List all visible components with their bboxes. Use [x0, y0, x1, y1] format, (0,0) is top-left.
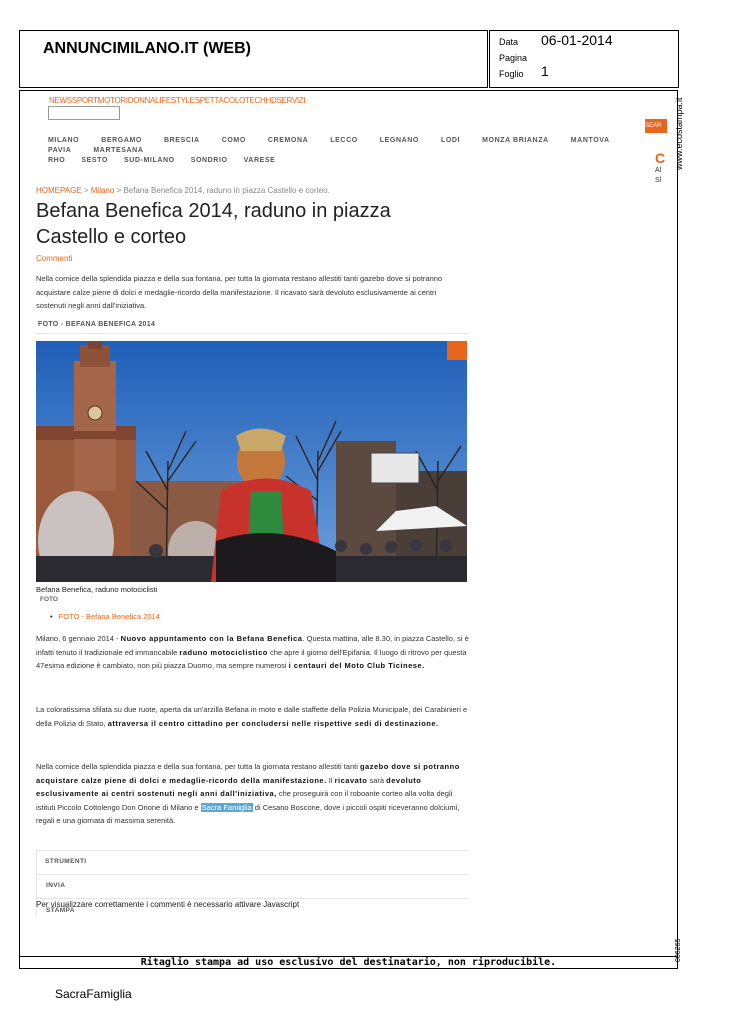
city-link[interactable]: SESTO [81, 157, 108, 164]
city-link[interactable]: LODI [440, 137, 461, 144]
client-name: SacraFamiglia [55, 987, 132, 1001]
side-code: 006265 [675, 938, 682, 962]
article-intro: Nella cornice della splendida piazza e della sua fontana, per tutta la giornata restano allestiti tanti gazebo dove si potranno acquistare calze piene di dolci e medaglie-ricordo della manifestazione. Il ricavato sarà devoluto esclusivamente ai centri sostenuti negli anni dall'iniziativa. [36, 274, 443, 310]
city-link[interactable]: LEGNANO [379, 137, 419, 144]
city-link[interactable]: BERGAMO [101, 137, 142, 144]
meta-box [489, 30, 679, 88]
frame-right-border [677, 90, 678, 958]
breadcrumb-separator: > [81, 186, 91, 195]
city-link[interactable]: RHO [48, 157, 66, 164]
city-link[interactable]: LECCO [330, 137, 358, 144]
gallery-nav-button[interactable] [447, 341, 467, 360]
clipping-notice: Ritaglio stampa ad uso esclusivo del destinatario, non riproducibile. [140, 957, 557, 968]
cut-off-sidebar [655, 150, 665, 186]
cut-off-letter: C [655, 150, 666, 166]
highlighted-term[interactable]: Sacra Famiglia [201, 802, 252, 812]
divider [36, 333, 468, 334]
photo-caption-label: FOTO [40, 596, 58, 603]
tools-label: STRUMENTI [45, 858, 87, 865]
send-button[interactable]: INVIA [46, 882, 66, 889]
cut-off-text: Al [655, 167, 662, 174]
city-link[interactable]: SUD-MILANO [123, 157, 175, 164]
foglio-label: Foglio [499, 69, 524, 79]
divider [36, 898, 468, 899]
frame-top-border [19, 90, 678, 91]
print-button[interactable]: STAMPA [46, 907, 75, 914]
data-value: 06-01-2014 [541, 32, 613, 48]
clipping-notice-bar [19, 956, 678, 969]
gallery-label: FOTO - BEFANA BENEFICA 2014 [38, 321, 156, 328]
city-nav-row2 [48, 156, 648, 166]
city-link[interactable]: VARESE [243, 157, 276, 164]
article-paragraph-2: La coloratissima sfilata su due ruote, aperta da un'arzilla Befana in moto e dalle staffette della Polizia Municipale, dei Carabinieri e della Polizia di Stato, attraversa il centro cittadino per concludersi nelle rispettive sedi di destinazione. [36, 705, 468, 728]
divider [36, 850, 468, 851]
city-link[interactable]: MONZA BRIANZA [482, 137, 549, 144]
breadcrumb-current: > Befana Benefica 2014, raduno in piazza Castello e corteo. [114, 186, 330, 195]
comments-link[interactable]: Commenti [36, 254, 73, 263]
foglio-value: 1 [541, 63, 549, 79]
top-nav[interactable]: NEWSSPORTMOTORIDONNALIFESTYLESPETTACOLOTECHHDSERVIZI [49, 96, 306, 105]
article-paragraph-1: Milano, 6 gennaio 2014 - Nuovo appuntamento con la Befana Benefica. Questa mattina, alle 8.30, in piazza Castello, si è infatti tenuto il tradizionale ed immancabile raduno motociclistico che apre il giorno dell'Epifania. Il luogo di ritrovo per questa 47esima edizione è cambiato, non più piazza Duomo, ma sempre numerosi i centauri del Moto Club Ticinese. [36, 634, 469, 670]
article-title: Befana Benefica 2014, raduno in piazza Castello e corteo [36, 200, 391, 248]
source-title: ANNUNCIMILANO.IT (WEB) [43, 40, 251, 57]
city-link[interactable]: SONDRIO [190, 157, 228, 164]
cut-off-text: Sl [655, 177, 662, 184]
source-box [19, 30, 488, 88]
article-photo[interactable] [36, 341, 467, 582]
gallery-link[interactable]: • FOTO - Befana Benefica 2014 [50, 612, 160, 621]
article-paragraph-3: Nella cornice della splendida piazza e della sua fontana, per tutta la giornata restano allestiti tanti gazebo dove si potranno acquistare calze piene di dolci e medaglie-ricordo della manifestazione. Il ricavato sarà devoluto esclusivamente ai centri sostenuti negli anni dall'iniziativa, che proseguirà con il roboante corteo alla volta degli istituti Piccolo Cottolengo Don Orione di Milano e Sacra Famiglia di Cesano Boscone, dove i piccoli ospiti riceveranno dolciumi, regali e una giornata di massima serenità. [36, 762, 460, 825]
pagina-label: Pagina [499, 53, 528, 63]
city-link[interactable]: BRESCIA [163, 137, 200, 144]
side-url: www.ecostampa.it [674, 97, 684, 170]
breadcrumb-home[interactable]: HOMEPAGE [36, 186, 82, 195]
photo-caption: Befana Benefica, raduno motociclisti [36, 585, 158, 594]
breadcrumb [36, 186, 330, 195]
city-link[interactable]: MARTESANA [93, 147, 144, 154]
city-link[interactable]: MILANO [48, 137, 80, 144]
city-nav [48, 136, 648, 166]
search-button[interactable]: SEAR [645, 119, 667, 133]
city-link[interactable]: CREMONA [267, 137, 309, 144]
divider [36, 874, 468, 875]
city-nav-row1 [48, 136, 648, 156]
breadcrumb-section[interactable]: Milano [90, 186, 115, 195]
data-label: Data [499, 37, 519, 47]
frame-left-border [19, 90, 20, 958]
city-link[interactable]: PAVIA [48, 147, 72, 154]
city-link[interactable]: COMO [221, 137, 246, 144]
search-input[interactable] [48, 106, 120, 120]
js-notice: Per visualizzare correttamente i commenti è necessario attivare Javascript [36, 900, 300, 909]
city-link[interactable]: MANTOVA [570, 137, 610, 144]
